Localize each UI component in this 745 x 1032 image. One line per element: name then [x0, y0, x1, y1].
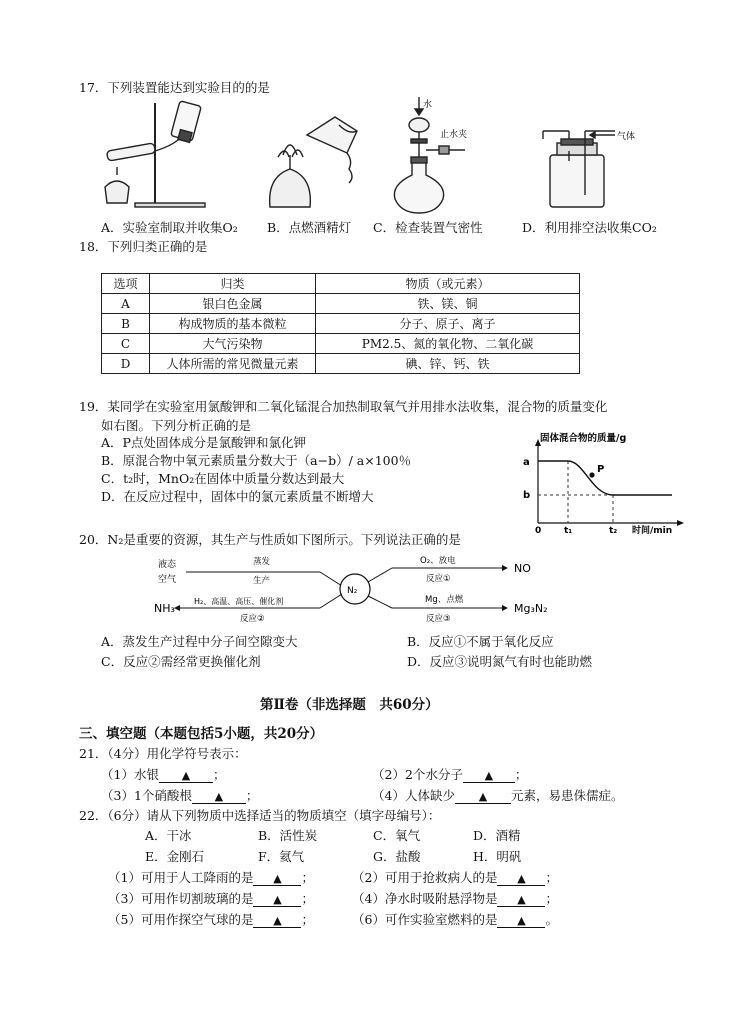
x-tick-t1: t₁ — [564, 526, 573, 536]
y-tick-b: b — [523, 490, 531, 501]
q17-stem: 17．下列装置能达到实验目的的是 — [79, 80, 270, 95]
q21-item-1 — [101, 765, 225, 783]
answer-blank[interactable]: ▲ — [455, 790, 511, 804]
q22-item-3 — [108, 889, 314, 907]
apparatus-d — [543, 131, 615, 207]
y-tick-a: a — [523, 457, 530, 468]
part2-title: 第Ⅱ卷（非选择题 共60分） — [260, 697, 439, 713]
label-production: 生产 — [253, 576, 271, 586]
semicolon: ； — [545, 891, 558, 906]
answer-blank[interactable]: ▲ — [253, 872, 301, 886]
arrow-r2-diag — [320, 594, 342, 608]
q22-choice-f: F．氦气 — [258, 849, 305, 864]
x-tick-0: 0 — [535, 526, 542, 536]
q22-choice-b: B．活性炭 — [258, 828, 318, 843]
arrow-r1-diag — [368, 568, 392, 582]
q19-mass-chart — [512, 425, 687, 537]
label-liquid-air-1: 液态 — [158, 560, 177, 570]
q20-n2-diagram — [150, 550, 570, 625]
q22-item-2 — [352, 868, 558, 886]
q19-option-d: D．在反应过程中，固体中的氯元素质量不断增大 — [101, 489, 374, 504]
label-h2-conditions: H₂、高温、高压、催化剂 — [194, 597, 284, 606]
q19-stem-line2: 如右图。下列分析正确的是 — [101, 418, 252, 433]
x-tick-t2: t₂ — [609, 526, 618, 536]
q21-item-4-text: （4）人体缺少 — [372, 788, 455, 803]
q22-item-4 — [352, 889, 558, 907]
q22-choice-c: C．氧气 — [373, 828, 421, 843]
table-header-row — [102, 274, 580, 294]
answer-blank[interactable]: ▲ — [253, 914, 301, 928]
y-axis-label: 固体混合物的质量/g — [540, 433, 627, 444]
row-c-substance: PM2.5、氮的氧化物、二氧化碳 — [316, 334, 580, 354]
q21-stem: 21．（4分）用化学符号表示： — [79, 746, 247, 761]
q21-item-4 — [372, 786, 623, 804]
header-substance: 物质（或元素） — [316, 274, 580, 294]
apparatus-c — [394, 97, 468, 213]
label-reaction1: 反应① — [426, 574, 451, 584]
answer-blank[interactable]: ▲ — [192, 790, 246, 804]
row-a-option: A — [102, 294, 150, 314]
q22-choice-g: G．盐酸 — [373, 849, 421, 864]
label-o2-discharge: O₂、放电 — [420, 556, 456, 566]
semicolon: ； — [301, 870, 314, 885]
section3-title: 三、填空题（本题包括5小题，共20分） — [79, 726, 324, 742]
row-d-option: D — [102, 354, 150, 374]
q22-item-6 — [352, 910, 558, 928]
answer-blank[interactable]: ▲ — [497, 872, 545, 886]
q21-item-1-text: （1）水银 — [101, 767, 159, 782]
row-d-substance: 碘、锌、钙、铁 — [316, 354, 580, 374]
q17-apparatus-figure — [95, 95, 695, 215]
q18-table — [101, 273, 580, 374]
answer-blank[interactable]: ▲ — [253, 893, 301, 907]
apparatus-a — [105, 101, 205, 207]
label-reaction3: 反应③ — [426, 614, 451, 624]
x-axis-arrow — [677, 520, 684, 526]
arrow-r3-diag — [368, 596, 392, 608]
table-row — [102, 314, 580, 334]
label-nh3: NH₃ — [154, 602, 175, 615]
answer-blank[interactable]: ▲ — [159, 769, 213, 783]
point-p-marker — [589, 472, 594, 477]
label-no: NO — [514, 562, 531, 575]
q20-option-d: D．反应③说明氮气有时也能助燃 — [407, 654, 593, 669]
label-water: 水 — [423, 100, 433, 110]
q21-item-3 — [101, 786, 258, 804]
row-b-option: B — [102, 314, 150, 334]
q22-item-2-text: （2）可用于抢救病人的是 — [352, 870, 498, 885]
q19-option-b: B．原混合物中氧元素质量分数大于（a−b）/ a×100％ — [101, 453, 412, 468]
label-clamp: 止水夹 — [440, 130, 468, 140]
arrow-r3-head — [502, 605, 508, 611]
row-b-category: 构成物质的基本微粒 — [150, 314, 316, 334]
q22-item-1-text: （1）可用于人工降雨的是 — [108, 870, 254, 885]
q22-choice-a: A．干冰 — [145, 828, 192, 843]
q19-stem-line1: 19．某同学在实验室用氯酸钾和二氧化锰混合加热制取氧气并用排水法收集，混合物的质量变化 — [79, 399, 608, 414]
point-p-label: P — [597, 464, 605, 475]
q20-option-a: A．蒸发生产过程中分子间空隙变大 — [101, 634, 298, 649]
q22-item-3-text: （3）可用作切割玻璃的是 — [108, 891, 254, 906]
row-a-category: 银白色金属 — [150, 294, 316, 314]
q20-option-c: C．反应②需经常更换催化剂 — [101, 654, 261, 669]
label-n2: N₂ — [347, 586, 358, 596]
q17-option-b: B．点燃酒精灯 — [267, 220, 352, 235]
label-gas: 气体 — [617, 132, 636, 142]
header-category: 归类 — [150, 274, 316, 294]
q21-item-2-text: （2）2个水分子 — [372, 767, 463, 782]
answer-blank[interactable]: ▲ — [497, 914, 545, 928]
q22-item-6-text: （6）可作实验室燃料的是 — [352, 912, 498, 927]
answer-blank[interactable]: ▲ — [463, 769, 515, 783]
q21-item-4-tail: 元素，易患侏儒症。 — [510, 788, 624, 803]
label-evaporate: 蒸发 — [253, 557, 271, 567]
row-d-category: 人体所需的常见微量元素 — [150, 354, 316, 374]
row-a-substance: 铁、镁、铜 — [316, 294, 580, 314]
arrow-r1-head — [502, 565, 508, 571]
q19-option-c: C．t₂时，MnO₂在固体中质量分数达到最大 — [101, 471, 345, 486]
semicolon: ； — [301, 891, 314, 906]
row-c-option: C — [102, 334, 150, 354]
table-row — [102, 354, 580, 374]
row-b-substance: 分子、原子、离子 — [316, 314, 580, 334]
table-row — [102, 334, 580, 354]
mass-curve — [538, 461, 672, 495]
header-option: 选项 — [102, 274, 150, 294]
arrow-production-diag — [320, 572, 342, 586]
q22-item-4-text: （4）净水时吸附悬浮物是 — [352, 891, 498, 906]
q21-item-2 — [372, 765, 527, 783]
q19-option-a: A．P点处固体成分是氯酸钾和氯化钾 — [101, 435, 306, 450]
q17-option-c: C．检查装置气密性 — [373, 220, 483, 235]
q22-item-1 — [108, 868, 314, 886]
answer-blank[interactable]: ▲ — [497, 893, 545, 907]
label-mg-ignite: Mg、点燃 — [425, 595, 464, 605]
apparatus-b — [270, 117, 357, 207]
q22-item-5 — [108, 910, 314, 928]
semicolon: ； — [514, 767, 528, 782]
semicolon: ； — [545, 870, 558, 885]
period: 。 — [545, 912, 558, 927]
x-axis-label: 时间/min — [632, 526, 673, 536]
q22-stem: 22．（6分）请从下列物质中选择适当的物质填空（填字母编号）： — [79, 808, 441, 823]
q17-option-d: D．利用排空法收集CO₂ — [522, 220, 657, 235]
semicolon: ； — [245, 788, 259, 803]
table-row — [102, 294, 580, 314]
semicolon: ； — [301, 912, 314, 927]
q22-choice-e: E．金刚石 — [145, 849, 205, 864]
label-liquid-air-2: 空气 — [158, 575, 177, 585]
q21-item-3-text: （3）1个硝酸根 — [101, 788, 192, 803]
q17-option-a: A．实验室制取并收集O₂ — [101, 220, 238, 235]
row-c-category: 大气污染物 — [150, 334, 316, 354]
q22-item-5-text: （5）可用作探空气球的是 — [108, 912, 254, 927]
q22-choice-d: D．酒精 — [473, 828, 521, 843]
q20-stem: 20．N₂是重要的资源，其生产与性质如下图所示。下列说法正确的是 — [79, 532, 461, 547]
label-mg3n2: Mg₃N₂ — [514, 602, 548, 615]
q20-option-b: B．反应①不属于氧化反应 — [407, 634, 554, 649]
q18-stem: 18．下列归类正确的是 — [79, 239, 208, 254]
semicolon: ； — [212, 767, 226, 782]
q22-choice-h: H．明矾 — [473, 849, 522, 864]
label-reaction2: 反应② — [240, 614, 265, 624]
